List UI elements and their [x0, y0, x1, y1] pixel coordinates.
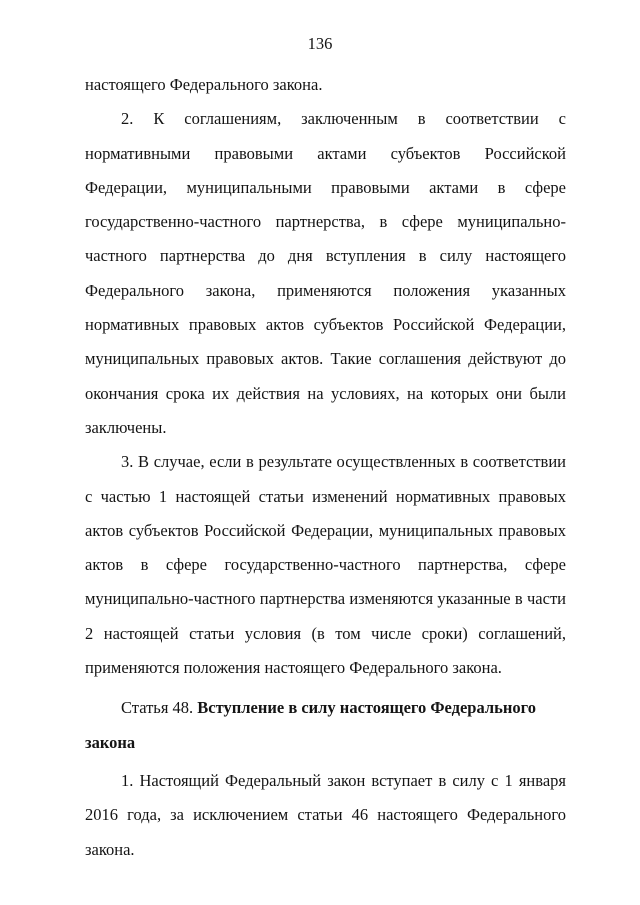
page-number: 136: [307, 34, 333, 53]
paragraph-3: 3. В случае, если в результате осуществленных в соответствии с частью 1 настоящей статьи изменений нормативных правовых актов субъектов Российской Федерации, муниципальных правовых актов в сфере государственно-частного партнерства, сфере муниципально-частного партнерства изменяются указанные в части 2 настоящей статьи условия (в том числе сроки) соглашений, применяются положения настоящего Федерального закона.: [85, 452, 566, 678]
document-body: [85, 68, 566, 867]
paragraph-2: 2. К соглашениям, заключенным в соответствии с нормативными правовыми актами субъектов Российской Федерации, муниципальными правовыми актами в сфере государственно-частного партнерства, в сфере муниципально-частного партнерства до дня вступления в силу настоящего Федерального закона, применяются положения указанных нормативных правовых актов субъектов Российской Федерации, муниципальных правовых актов. Такие соглашения действуют до окончания срока их действия на условиях, на которых они были заключены.: [85, 109, 566, 437]
article-heading: [85, 685, 566, 764]
continuation-paragraph: настоящего Федерального закона.: [85, 75, 323, 94]
article-paragraph-1: 1. Настоящий Федеральный закон вступает в силу с 1 января 2016 года, за исключением статьи 46 настоящего Федерального закона.: [85, 770, 566, 859]
article-title: Вступление в силу настоящего Федерального закона: [85, 698, 536, 752]
article-label: Статья 48.: [121, 698, 194, 718]
